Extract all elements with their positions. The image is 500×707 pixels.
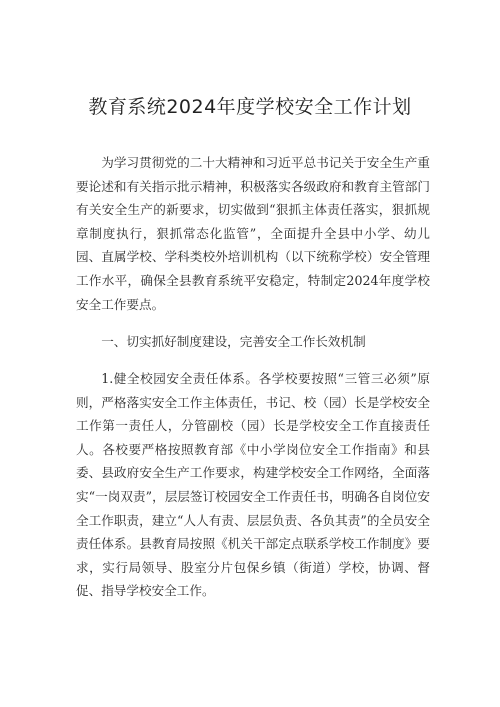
document-title: 教育系统2024年度学校安全工作计划 — [88, 96, 412, 118]
intro-paragraph: 为学习贯彻党的二十大精神和习近平总书记关于安全生产重要论述和有关指示批示精神，积极落实各级政府和教育主管部门有关安全生产的新要求，切实做到“狠抓主体责任落实，狠抓规章制度执行，狠抓常态化监管”，全面提升全县中小学、幼儿园、直属学校、学科类校外培训机构（以下统称学校）安全管理工作水平，确保全县教育系统平安稳定，特制定2024年度学校安全工作要点。 — [76, 155, 430, 312]
section-heading: 一、切实抓好制度建设，完善安全工作长效机制 — [101, 334, 366, 349]
section-paragraph: 1.健全校园安全责任体系。各学校要按照“三管三必须”原则，严格落实安全工作主体责任，书记、校（园）长是学校安全工作第一责任人，分管副校（园）长是学校安全工作直接责任人。各校要严格按照教育部《中小学岗位安全工作指南》和县委、县政府安全生产工作要求，构建学校安全工作网络，全面落实“一岗双责”，层层签订校园安全工作责任书，明确各自岗位安全工作职责，建立“人人有责、层层负责、各负其责”的全员安全责任体系。县教育局按照《机关干部定点联系学校工作制度》要求，实行局领导、股室分片包保乡镇（街道）学校，协调、督促、指导学校安全工作。 — [76, 371, 430, 599]
